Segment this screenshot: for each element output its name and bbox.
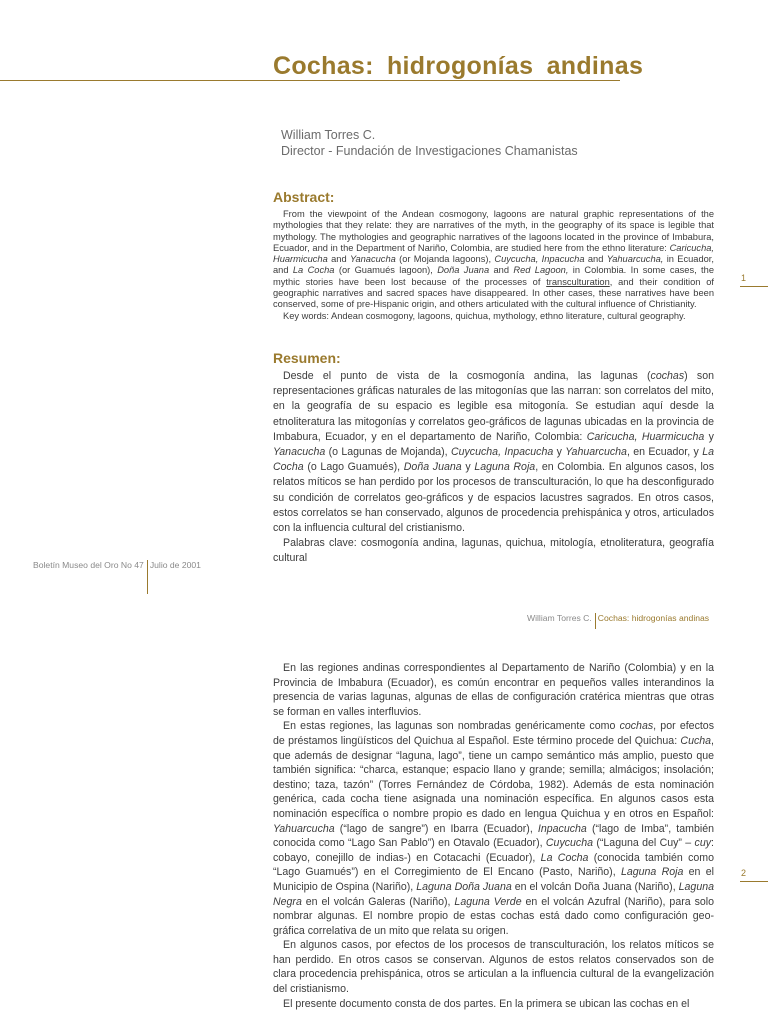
resumen-keywords: Palabras clave: cosmogonía andina, lagunas, quichua, mitología, etnoliteratura, geografía cultural <box>273 537 714 565</box>
resumen-paragraph: Desde el punto de vista de la cosmogonía andina, las lagunas (cochas) son representaciones gráficas naturales de las mitogonías que las narran: son correlatos del mito, en la geografía de su espacio es legible esa mitogonía. Se estudian aquí desde la etnoliteratura las mitogonías y correlatos geo-gráficos de lagunas ubicadas en la provincia de Imbabura, Ecuador, y en el departamento de Nariño, Colombia: Caricucha, Huarmicucha y Yanacucha (o Lagunas de Mojanda), Cuycucha, Inpacucha y Yahuarcucha, en Ecuador, y La Cocha (o Lago Guamués), Doña Juana y Laguna Roja, en Colombia. En algunos casos, los relatos míticos se han perdido por los procesos de transculturación, lo que ha desconfigurado su condición de correlatos geo-gráficos y de espacios lacustres sagrados. En otros casos, estos correlatos se han conservado, algunos de procedencia prehispánica y otros, articulados con la influencia cultural del cristianismo. <box>273 370 714 535</box>
page-footer <box>33 560 201 594</box>
footer-date: Julio de 2001 <box>149 560 201 570</box>
author-name: William Torres C. <box>281 128 376 142</box>
author-role: Director - Fundación de Investigaciones Chamanistas <box>281 144 578 158</box>
abstract-text <box>273 209 714 322</box>
body-paragraph: El presente documento consta de dos partes. En la primera se ubican las cochas en el <box>283 997 690 1010</box>
abstract-heading: Abstract: <box>273 189 335 205</box>
page-number-rule-2 <box>740 881 768 882</box>
header-separator <box>595 613 596 629</box>
body-text <box>273 661 714 1011</box>
abstract-keywords: Key words: Andean cosmogony, lagoons, quichua, mythology, ethno literature, cultural geography. <box>283 310 686 321</box>
author-block <box>281 127 578 159</box>
footer-separator <box>147 560 148 594</box>
header-title: Cochas: hidrogonías andinas <box>597 613 710 623</box>
page-number-2: 2 <box>741 868 747 878</box>
article-title: Cochas: hidrogonías andinas <box>273 52 644 80</box>
footer-journal: Boletín Museo del Oro No 47 <box>33 560 144 570</box>
running-header <box>527 613 709 629</box>
abstract-paragraph: From the viewpoint of the Andean cosmogony, lagoons are natural graphic representations of the mythologies that they relate: they are narratives of the myth, in the geography of its space is legible that mythology. The mythologies and geographic narratives of the lagoons located in the province of Imbabura, Ecuador, and in the Department of Nariño, Colombia, are studied here from the ethno literature: Caricucha, Huarmicucha and Yanacucha (or Mojanda lagoons), Cuycucha, Inpacucha and Yahuarcucha, in Ecuador, and La Cocha (or Guamués lagoon), Doña Juana and Red Lagoon, in Colombia. In some cases, the mythic stories have been lost because of the processes of transculturation, and their condition of geographic narratives and sacred spaces have disappeared. In other cases, these narratives have been conserved, some of pre-Hispanic origin, and others articulated with the cultural influence of Christianity. <box>273 209 714 310</box>
page-number-1: 1 <box>741 273 747 283</box>
body-paragraph: En las regiones andinas correspondientes al Departamento de Nariño (Colombia) y en la Provincia de Imbabura (Ecuador), es común encontrar en pequeños valles interandinos la presencia de varias lagunas, algunas de ellas de configuración cratérica mientras que otras se forman en valles interfluvios. <box>273 662 714 718</box>
body-paragraph: En algunos casos, por efectos de los procesos de transculturación, los relatos míticos se han perdido. En otros casos se conservan. Algunos de estos relatos conservados son de clara procedencia prehispánica, otros se articulan a la influencia cultural de la evangelización del cristianismo. <box>273 939 714 996</box>
resumen-text <box>273 369 714 567</box>
header-author: William Torres C. <box>527 613 592 623</box>
title-rule <box>0 80 620 81</box>
page-number-rule-1 <box>740 286 768 287</box>
resumen-heading: Resumen: <box>273 350 341 366</box>
body-paragraph: En estas regiones, las lagunas son nombradas genéricamente como cochas, por efectos de préstamos lingüísticos del Quichua al Español. Este término procede del Quichua: Cucha, que además de designar “laguna, lago”, tiene un campo semántico más amplio, puesto que también significa: “charca, estanque; espacio llano y grande; semilla; almácigos; insolación; destino; taza, tazón” (Torres Fernández de Córdoba, 1982). Además de esta nominación genérica, cada cocha tiene asignada una nominación específica. En algunos casos esta nominación específica o nombre propio es dado en lengua Quichua y en otros en Español: Yahuarcucha (“lago de sangre”) en Ibarra (Ecuador), Inpacucha (“lago de Imba”, también conocida como “Lago San Pablo”) en Otavalo (Ecuador), Cuycucha (“Laguna del Cuy” – cuy: cobayo, conejillo de indias-) en Cotacachi (Ecuador), La Cocha (conocida también como “Lago Guamués”) en el Corregimiento de El Encano (Pasto, Nariño), Laguna Roja en el Municipio de Ospina (Nariño), Laguna Doña Juana en el volcán Doña Juana (Nariño), Laguna Negra en el volcán Galeras (Nariño), Laguna Verde en el volcán Azufral (Nariño), para solo nombrar algunas. El nombre propio de estas cochas está dado como configuración geo-gráfica correlativa de un mito que relata su origen. <box>273 720 715 937</box>
